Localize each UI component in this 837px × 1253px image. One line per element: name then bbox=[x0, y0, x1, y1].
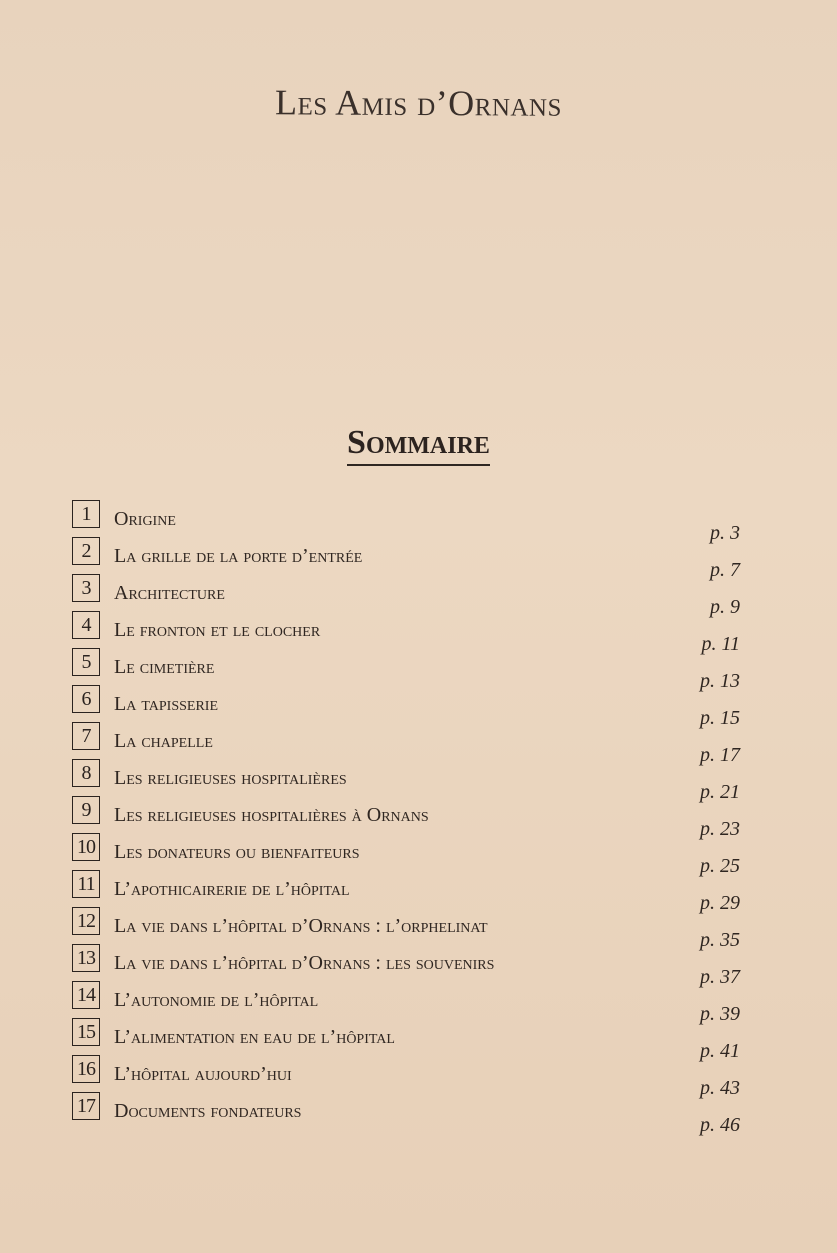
chapter-page: p. 46 bbox=[700, 1114, 740, 1136]
chapter-number-box: 17 bbox=[72, 1092, 100, 1120]
chapter-number-box: 1 bbox=[72, 500, 100, 528]
toc-row bbox=[72, 833, 752, 877]
chapter-page: p. 13 bbox=[700, 670, 740, 692]
chapter-number-box: 14 bbox=[72, 981, 100, 1009]
toc-row bbox=[72, 1018, 752, 1062]
chapter-title: L’hôpital aujourd’hui bbox=[114, 1063, 292, 1085]
chapter-title: Documents fondateurs bbox=[114, 1100, 302, 1122]
chapter-number-box: 15 bbox=[72, 1018, 100, 1046]
chapter-title: Les donateurs ou bienfaiteurs bbox=[114, 841, 360, 863]
chapter-number-box: 7 bbox=[72, 722, 100, 750]
chapter-page: p. 3 bbox=[710, 522, 740, 544]
toc-row bbox=[72, 611, 752, 655]
chapter-number-box: 13 bbox=[72, 944, 100, 972]
toc-row bbox=[72, 685, 752, 729]
chapter-title: La chapelle bbox=[114, 730, 213, 752]
toc-row bbox=[72, 1092, 752, 1136]
toc-row bbox=[72, 907, 752, 951]
chapter-number-box: 11 bbox=[72, 870, 100, 898]
toc-row bbox=[72, 1055, 752, 1099]
chapter-title: Les religieuses hospitalières à Ornans bbox=[114, 804, 429, 826]
sommaire-title: Sommaire bbox=[347, 424, 490, 466]
chapter-title: Les religieuses hospitalières bbox=[114, 767, 347, 789]
toc-row bbox=[72, 870, 752, 914]
chapter-title: Origine bbox=[114, 508, 176, 530]
chapter-number-box: 10 bbox=[72, 833, 100, 861]
chapter-page: p. 23 bbox=[700, 818, 740, 840]
chapter-title: L’alimentation en eau de l’hôpital bbox=[114, 1026, 395, 1048]
chapter-title: Architecture bbox=[114, 582, 225, 604]
chapter-title: Le fronton et le clocher bbox=[114, 619, 321, 641]
toc-row bbox=[72, 648, 752, 692]
chapter-page: p. 9 bbox=[710, 596, 740, 618]
chapter-page: p. 7 bbox=[710, 559, 740, 581]
chapter-page: p. 17 bbox=[700, 744, 740, 766]
chapter-page: p. 29 bbox=[700, 892, 740, 914]
toc-row bbox=[72, 796, 752, 840]
toc-row bbox=[72, 537, 752, 581]
chapter-page: p. 21 bbox=[700, 781, 740, 803]
chapter-title: L’autonomie de l’hôpital bbox=[114, 989, 319, 1011]
chapter-title: La tapisserie bbox=[114, 693, 218, 715]
toc-row bbox=[72, 981, 752, 1025]
chapter-title: La grille de la porte d’entrée bbox=[114, 545, 363, 567]
chapter-page: p. 35 bbox=[700, 929, 740, 951]
toc-row bbox=[72, 944, 752, 988]
page-header-title: Les Amis d’Ornans bbox=[274, 82, 563, 124]
chapter-number-box: 6 bbox=[72, 685, 100, 713]
chapter-title: La vie dans l’hôpital d’Ornans : les souvenirs bbox=[114, 952, 495, 974]
sommaire-heading bbox=[0, 424, 837, 466]
chapter-page: p. 37 bbox=[700, 966, 740, 988]
chapter-page: p. 11 bbox=[701, 633, 740, 655]
toc-row bbox=[72, 759, 752, 803]
toc-row bbox=[72, 722, 752, 766]
chapter-number-box: 2 bbox=[72, 537, 100, 565]
chapter-number-box: 5 bbox=[72, 648, 100, 676]
chapter-title: La vie dans l’hôpital d’Ornans : l’orphelinat bbox=[114, 915, 488, 937]
toc-row bbox=[72, 500, 752, 544]
chapter-number-box: 8 bbox=[72, 759, 100, 787]
table-of-contents bbox=[72, 500, 752, 1136]
chapter-number-box: 16 bbox=[72, 1055, 100, 1083]
chapter-number-box: 4 bbox=[72, 611, 100, 639]
chapter-page: p. 25 bbox=[700, 855, 740, 877]
chapter-title: L’apothicairerie de l’hôpital bbox=[114, 878, 350, 900]
chapter-page: p. 43 bbox=[700, 1077, 740, 1099]
chapter-number-box: 9 bbox=[72, 796, 100, 824]
chapter-page: p. 41 bbox=[700, 1040, 740, 1062]
chapter-title: Le cimetière bbox=[114, 656, 215, 678]
chapter-number-box: 12 bbox=[72, 907, 100, 935]
chapter-page: p. 39 bbox=[700, 1003, 740, 1025]
chapter-number-box: 3 bbox=[72, 574, 100, 602]
toc-row bbox=[72, 574, 752, 618]
chapter-page: p. 15 bbox=[700, 707, 740, 729]
